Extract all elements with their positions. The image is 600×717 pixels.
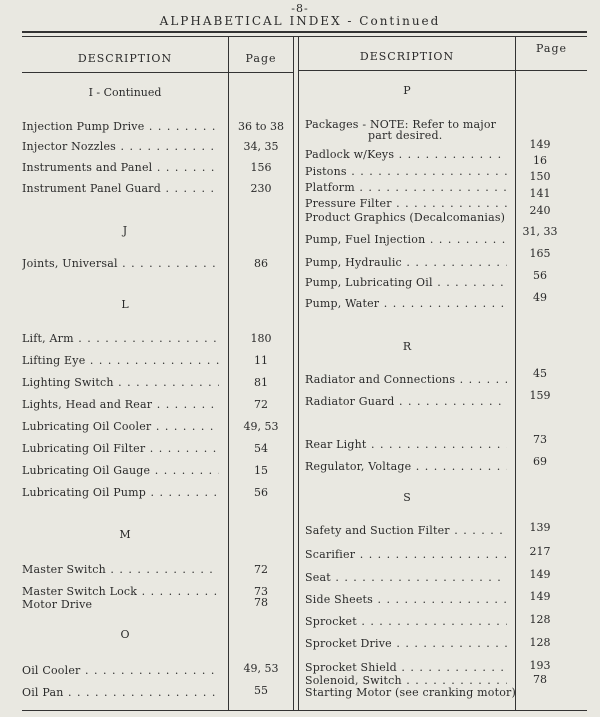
section-r: R	[402, 340, 412, 353]
index-entry: Platform . . .	[305, 181, 507, 194]
index-entry: Injection Pump Drive . . .	[22, 120, 219, 133]
index-page-ref: 81	[254, 376, 268, 389]
index-entry: Seat . . .	[305, 571, 507, 584]
index-page-ref: 49, 53	[243, 420, 279, 433]
index-entry: Pump, Hydraulic . . .	[305, 256, 507, 269]
bottom-rule	[22, 710, 587, 711]
index-page-ref: 159	[529, 389, 551, 402]
index-entry: Pump, Water . . .	[305, 297, 507, 310]
index-page-ref: 230	[250, 182, 272, 195]
col-line-center-a	[293, 36, 294, 710]
index-page-ref: 16	[533, 154, 547, 167]
page-number: -8-	[291, 2, 309, 15]
index-page-ref: 73	[254, 585, 268, 598]
index-page-ref: 156	[250, 161, 272, 174]
index-entry: Motor Drive	[22, 598, 93, 611]
index-entry: Pistons . . .	[305, 165, 507, 178]
index-entry: Lubricating Oil Cooler . . .	[22, 420, 219, 433]
index-page-ref: 49	[533, 291, 547, 304]
index-page-ref: 11	[254, 354, 268, 367]
index-page-ref: 56	[533, 269, 547, 282]
index-entry: Starting Motor (see cranking motor)	[305, 686, 516, 699]
packages-note: Packages - NOTE: Refer to major	[305, 118, 497, 131]
index-entry: Sprocket . . .	[305, 615, 507, 628]
index-entry: Side Sheets . . .	[305, 593, 507, 606]
section-i-continued: I - Continued	[88, 86, 162, 99]
index-page-ref: 165	[529, 247, 551, 260]
index-entry: Radiator Guard . . .	[305, 395, 507, 408]
header-description-left: DESCRIPTION	[77, 52, 173, 65]
index-page-ref: 45	[533, 367, 547, 380]
index-page-ref: 128	[529, 613, 551, 626]
index-page-ref: 141	[529, 187, 551, 200]
index-page-ref: 54	[254, 442, 268, 455]
index-entry: Lift, Arm . . .	[22, 332, 219, 345]
index-entry: Product Graphics (Decalcomanias)	[305, 211, 506, 224]
page-title: ALPHABETICAL INDEX - Continued	[159, 14, 441, 28]
index-entry: Injector Nozzles . . .	[22, 140, 219, 153]
index-entry: Lights, Head and Rear . . .	[22, 398, 219, 411]
section-s: S	[403, 491, 411, 504]
header-rule-left	[22, 72, 294, 73]
index-entry: Instruments and Panel . . .	[22, 161, 219, 174]
index-page-ref: 128	[529, 636, 551, 649]
index-entry: Sprocket Drive . . .	[305, 637, 507, 650]
section-m: M	[119, 528, 131, 541]
top-rule-thin	[22, 36, 587, 37]
index-page-ref: 55	[254, 684, 268, 697]
header-description-right: DESCRIPTION	[359, 50, 455, 63]
index-page-ref: 56	[254, 486, 268, 499]
index-entry: Pump, Fuel Injection . . .	[305, 233, 507, 246]
section-j: J	[122, 224, 128, 237]
index-page-ref: 78	[533, 673, 547, 686]
section-l: L	[121, 298, 129, 311]
index-page-ref: 86	[254, 257, 268, 270]
index-entry: Regulator, Voltage . . .	[305, 460, 507, 473]
index-page-ref: 78	[254, 596, 268, 609]
header-rule-right	[299, 70, 587, 71]
index-entry: Pressure Filter . . .	[305, 197, 507, 210]
index-entry: Solenoid, Switch . . .	[305, 674, 507, 687]
section-o: O	[120, 628, 130, 641]
index-entry: Master Switch . . .	[22, 563, 219, 576]
index-entry: Instrument Panel Guard . . .	[22, 182, 219, 195]
index-entry: Lubricating Oil Gauge . . .	[22, 464, 219, 477]
index-page-ref: 149	[529, 590, 551, 603]
index-page-ref: 34, 35	[243, 140, 279, 153]
index-entry: Safety and Suction Filter . . .	[305, 524, 507, 537]
index-page-ref: 150	[529, 170, 551, 183]
index-entry: Lubricating Oil Filter . . .	[22, 442, 219, 455]
index-entry: Padlock w/Keys . . .	[305, 148, 507, 161]
index-page-ref: 139	[529, 521, 551, 534]
index-page-ref: 193	[529, 659, 551, 672]
packages-note-line2: part desired.	[368, 129, 443, 142]
header-page-left: Page	[245, 52, 277, 65]
index-entry: Lifting Eye . . .	[22, 354, 219, 367]
index-entry: Joints, Universal . . .	[22, 257, 219, 270]
top-rule	[22, 31, 587, 33]
index-page-ref: 240	[529, 204, 551, 217]
col-line-center-b	[298, 36, 299, 710]
section-p: P	[403, 84, 411, 97]
index-entry: Lighting Switch . . .	[22, 376, 219, 389]
index-entry: Radiator and Connections . . .	[305, 373, 507, 386]
index-page-ref: 69	[533, 455, 547, 468]
index-page-ref: 73	[533, 433, 547, 446]
index-entry: Sprocket Shield . . .	[305, 661, 507, 674]
index-entry: Lubricating Oil Pump . . .	[22, 486, 219, 499]
index-entry: Master Switch Lock . . .	[22, 585, 219, 598]
index-entry: Pump, Lubricating Oil . . .	[305, 276, 507, 289]
index-page-ref: 36 to 38	[237, 120, 285, 133]
header-page-right: Page	[535, 42, 568, 55]
index-entry: Scarifier . . .	[305, 548, 507, 561]
index-page-ref: 149	[529, 138, 551, 151]
index-page-ref: 72	[254, 398, 268, 411]
index-entry: Oil Cooler . . .	[22, 664, 219, 677]
index-page-ref: 72	[254, 563, 268, 576]
index-page-ref: 49, 53	[243, 662, 279, 675]
index-page-ref: 149	[529, 568, 551, 581]
index-entry: Oil Pan . . .	[22, 686, 219, 699]
index-page-ref: 31, 33	[522, 225, 558, 238]
index-page-ref: 15	[254, 464, 268, 477]
index-entry: Rear Light . . .	[305, 438, 507, 451]
index-page-ref: 180	[250, 332, 272, 345]
index-page-ref: 217	[529, 545, 551, 558]
